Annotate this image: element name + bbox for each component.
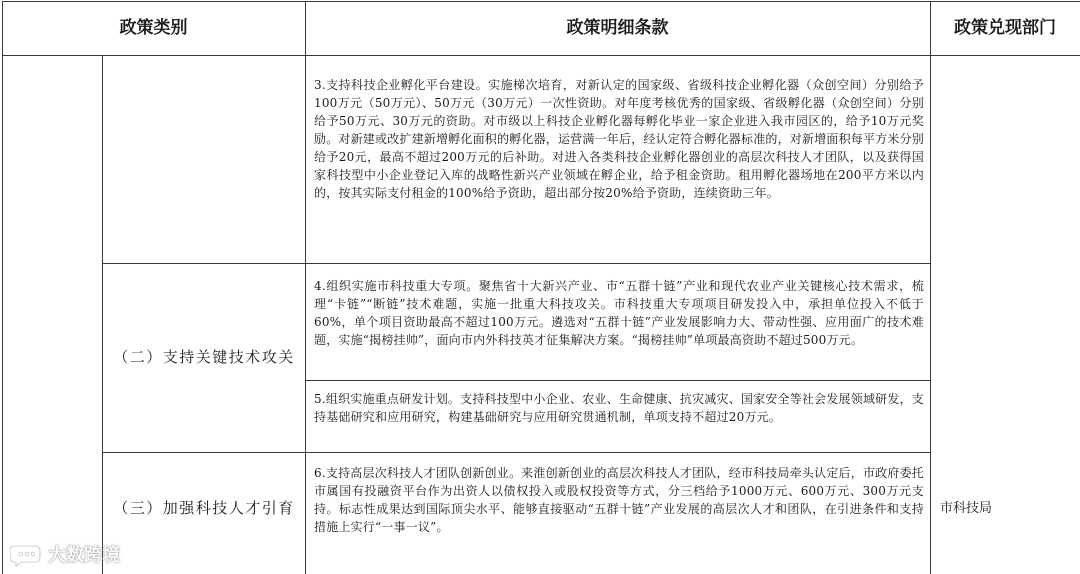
department-cell: 市科技局	[940, 501, 993, 516]
category-key-tech: （二）支持关键技术攻关	[113, 348, 295, 366]
category-inner-divider	[102, 55, 103, 574]
chat-bubble-logo-icon	[10, 542, 44, 566]
clause-4: 4.组织实施市科技重大专项。聚焦省十大新兴产业、市“五群十链”产业和现代农业产业关键核心技术需求，梳理“卡链”“断链”技术难题，实施一批重大科技攻关。市科技重大专项项目研发投入中，承担单位投入不低于60%，单个项目资助最高不超过100万元。遴选对“五群十链”产业发展影响力大、带动性强、应用面广的技术难题，实施“揭榜挂帅”，面向市内外科技英才征集解决方案。“揭榜挂帅”单项最高资助不超过500万元。	[314, 279, 924, 347]
table-border-left	[2, 1, 3, 574]
header-clauses: 政策明细条款	[566, 18, 669, 38]
category-talent: （三）加强科技人才引育	[113, 499, 295, 517]
watermark	[10, 540, 150, 568]
row-divider-1	[102, 263, 930, 264]
watermark-text: 大数跨境	[48, 545, 120, 566]
row-divider-3	[102, 452, 930, 453]
header-department: 政策兑现部门	[954, 18, 1056, 38]
clause-department-divider	[930, 1, 931, 574]
table-border-top	[2, 1, 1080, 2]
header-divider	[2, 55, 1080, 56]
category-clause-divider	[305, 1, 306, 574]
header-category: 政策类别	[119, 18, 188, 38]
clause-5: 5.组织实施重点研发计划。支持科技型中小企业、农业、生命健康、抗灾减灾、国家安全等社会发展领域研发，支持基础研究和应用研究，构建基础研究与应用研究贯通机制，单项支持不超过20万元。	[314, 392, 924, 424]
clause-3: 3.支持科技企业孵化平台建设。实施梯次培育，对新认定的国家级、省级科技企业孵化器（众创空间）分别给予100万元（50万元）、50万元（30万元）一次性资助。对年度考核优秀的国家级、省级孵化器（众创空间）分别给予50万元、30万元的资助。对市级以上科技企业孵化器每孵化毕业一家企业进入我市园区的，给予10万元奖励。对新建或改扩建新增孵化面积的孵化器，运营满一年后，经认定符合孵化器标准的，对新增面积每平方米分别给予20元，最高不超过200万元的后补助。对进入各类科技企业孵化器创业的高层次科技人才团队，以及获得国家科技型中小企业登记入库的战略性新兴产业领域在孵企业，给予租金资助。租用孵化器场地在200平方米以内的，按其实际支付租金的100%给予资助，超出部分按20%给予资助，连续资助三年。	[314, 78, 925, 200]
row-divider-2	[305, 380, 930, 381]
clause-6: 6.支持高层次科技人才团队创新创业。来淮创新创业的高层次科技人才团队，经市科技局牵头认定后，市政府委托市属国有投融资平台作为出资人以债权投入或股权投资等方式，分三档给予1000万元、600万元、300万元支持。标志性成果达到国际顶尖水平、能够直接驱动“五群十链”产业发展的高层次人才和团队，在引进条件和支持措施上实行“一事一议”。	[314, 466, 924, 534]
